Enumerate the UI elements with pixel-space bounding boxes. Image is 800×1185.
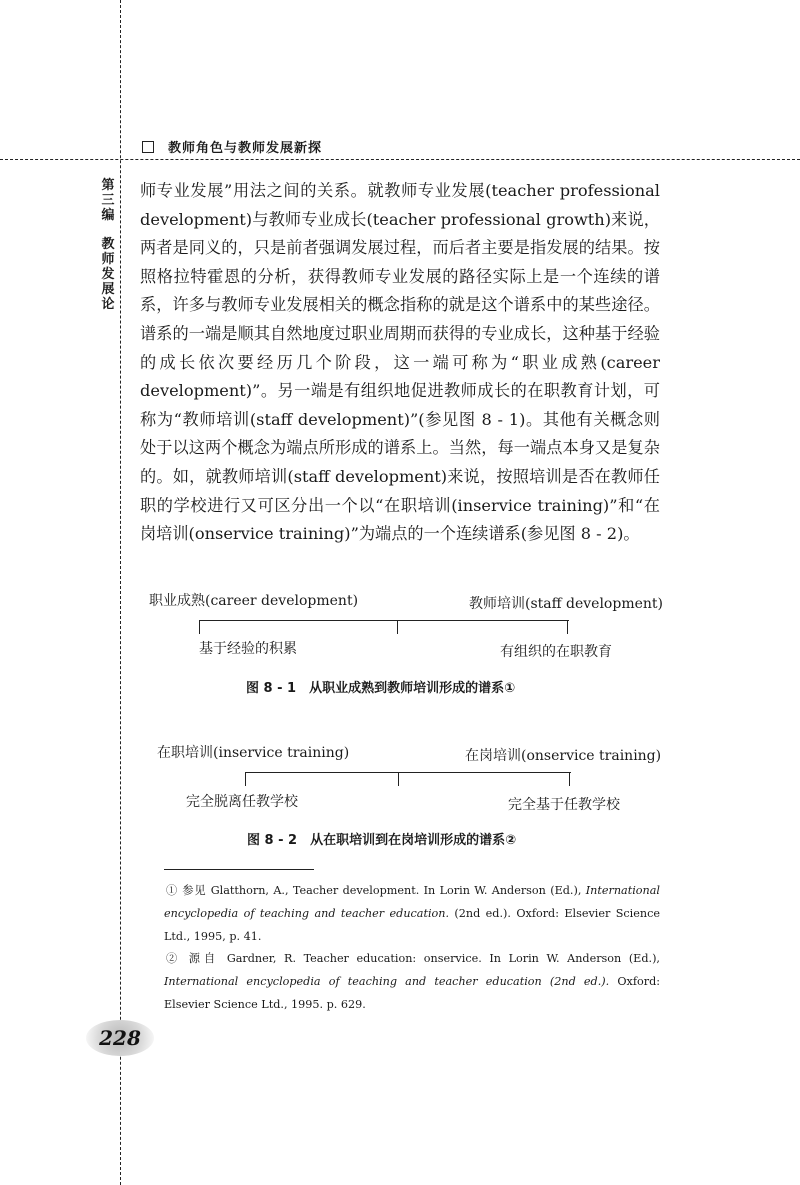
fig2-left-top-label: 在职培训(inservice training) <box>157 745 350 761</box>
fig2-horizontal-line <box>245 772 571 773</box>
fig1-left-bottom-label: 基于经验的积累 <box>199 641 297 657</box>
fig1-middle-tick <box>397 620 398 634</box>
fig2-right-tick <box>569 772 570 786</box>
paragraph: 师专业发展”用法之间的关系。就教师专业发展(teacher professional development)与教师专业成长(teacher professional growth)来说，两者是同义的，只是前者强调发展过程，而后者主要是指发展的结果。按照格拉特霍恩的分析，获得教师专业发展的路径实际上是一个连续的谱系，许多与教师专业发展相关的概念指称的就是这个谱系中的某些途径。谱系的一端是顺其自然地度过职业周期而获得的专业成长，这种基于经验的成长依次要经历几个阶段，这一端可称为“职业成熟(career development)”。另一端是有组织地促进教师成长的在职教育计划，可称为“教师培训(staff development)”(参见图 8 - 1)。其他有关概念则处于以这两个概念为端点所形成的谱系上。当然，每一端点本身又是复杂的。如，就教师培训(staff development)来说，按照培训是否在教师任职的学校进行又可区分出一个以“在职培训(inservice training)”和“在岗培训(onservice training)”为端点的一个连续谱系(参见图 8 - 2)。 <box>140 181 660 544</box>
footnote-1-text: ① 参见 Glatthorn, A., Teacher development. In Lorin W. Anderson (Ed.), <box>166 884 586 897</box>
fig1-horizontal-line <box>199 620 569 621</box>
fig2-right-top-label: 在岗培训(onservice training) <box>465 748 662 764</box>
fig2-middle-tick <box>398 772 399 786</box>
footnote-2-text: ② 源自 Gardner, R. Teacher education: onservice. In Lorin W. Anderson (Ed.), <box>166 952 660 965</box>
footnote-1-title: International encyclopedia of teaching and teacher education. <box>164 884 660 920</box>
fig1-right-bottom-label: 有组织的在职教育 <box>500 644 612 660</box>
footnote-2-title: International encyclopedia of teaching and teacher education (2nd ed.). <box>164 975 610 988</box>
footnote-2 <box>164 947 660 1016</box>
header-dashed-line <box>0 159 800 160</box>
fig1-caption: 图 8 - 1 从职业成熟到教师培训形成的谱系① <box>246 681 516 696</box>
page-number: 228 <box>99 1026 141 1050</box>
book-title: 教师角色与教师发展新探 <box>168 141 323 156</box>
footnote-2-publisher: Oxford: Elsevier Science Ltd., 1995. p. 629. <box>164 975 660 1011</box>
fig1-left-tick <box>199 620 200 634</box>
footnote-1-publisher: (2nd ed.). Oxford: Elsevier Science Ltd., 1995, p. 41. <box>164 907 660 943</box>
fig2-left-tick <box>245 772 246 786</box>
fig2-right-bottom-label: 完全基于任教学校 <box>508 797 620 813</box>
part-label: 第三编 <box>101 178 115 223</box>
fig2-left-bottom-label: 完全脱离任教学校 <box>186 794 298 810</box>
fig2-caption: 图 8 - 2 从在职培训到在岗培训形成的谱系② <box>247 833 517 848</box>
fig1-left-top-label: 职业成熟(career development) <box>149 593 359 609</box>
section-label: 教师发展论 <box>101 237 115 312</box>
body-text <box>140 177 660 549</box>
fig1-right-top-label: 教师培训(staff development) <box>469 596 663 612</box>
running-header <box>142 137 322 156</box>
footnote-1 <box>164 879 660 948</box>
fig1-right-tick <box>567 620 568 634</box>
page-number-badge <box>86 1020 154 1056</box>
footnote-rule <box>164 869 314 870</box>
side-tab <box>100 178 116 312</box>
margin-dashed-line <box>120 0 121 1185</box>
square-icon <box>142 141 154 153</box>
